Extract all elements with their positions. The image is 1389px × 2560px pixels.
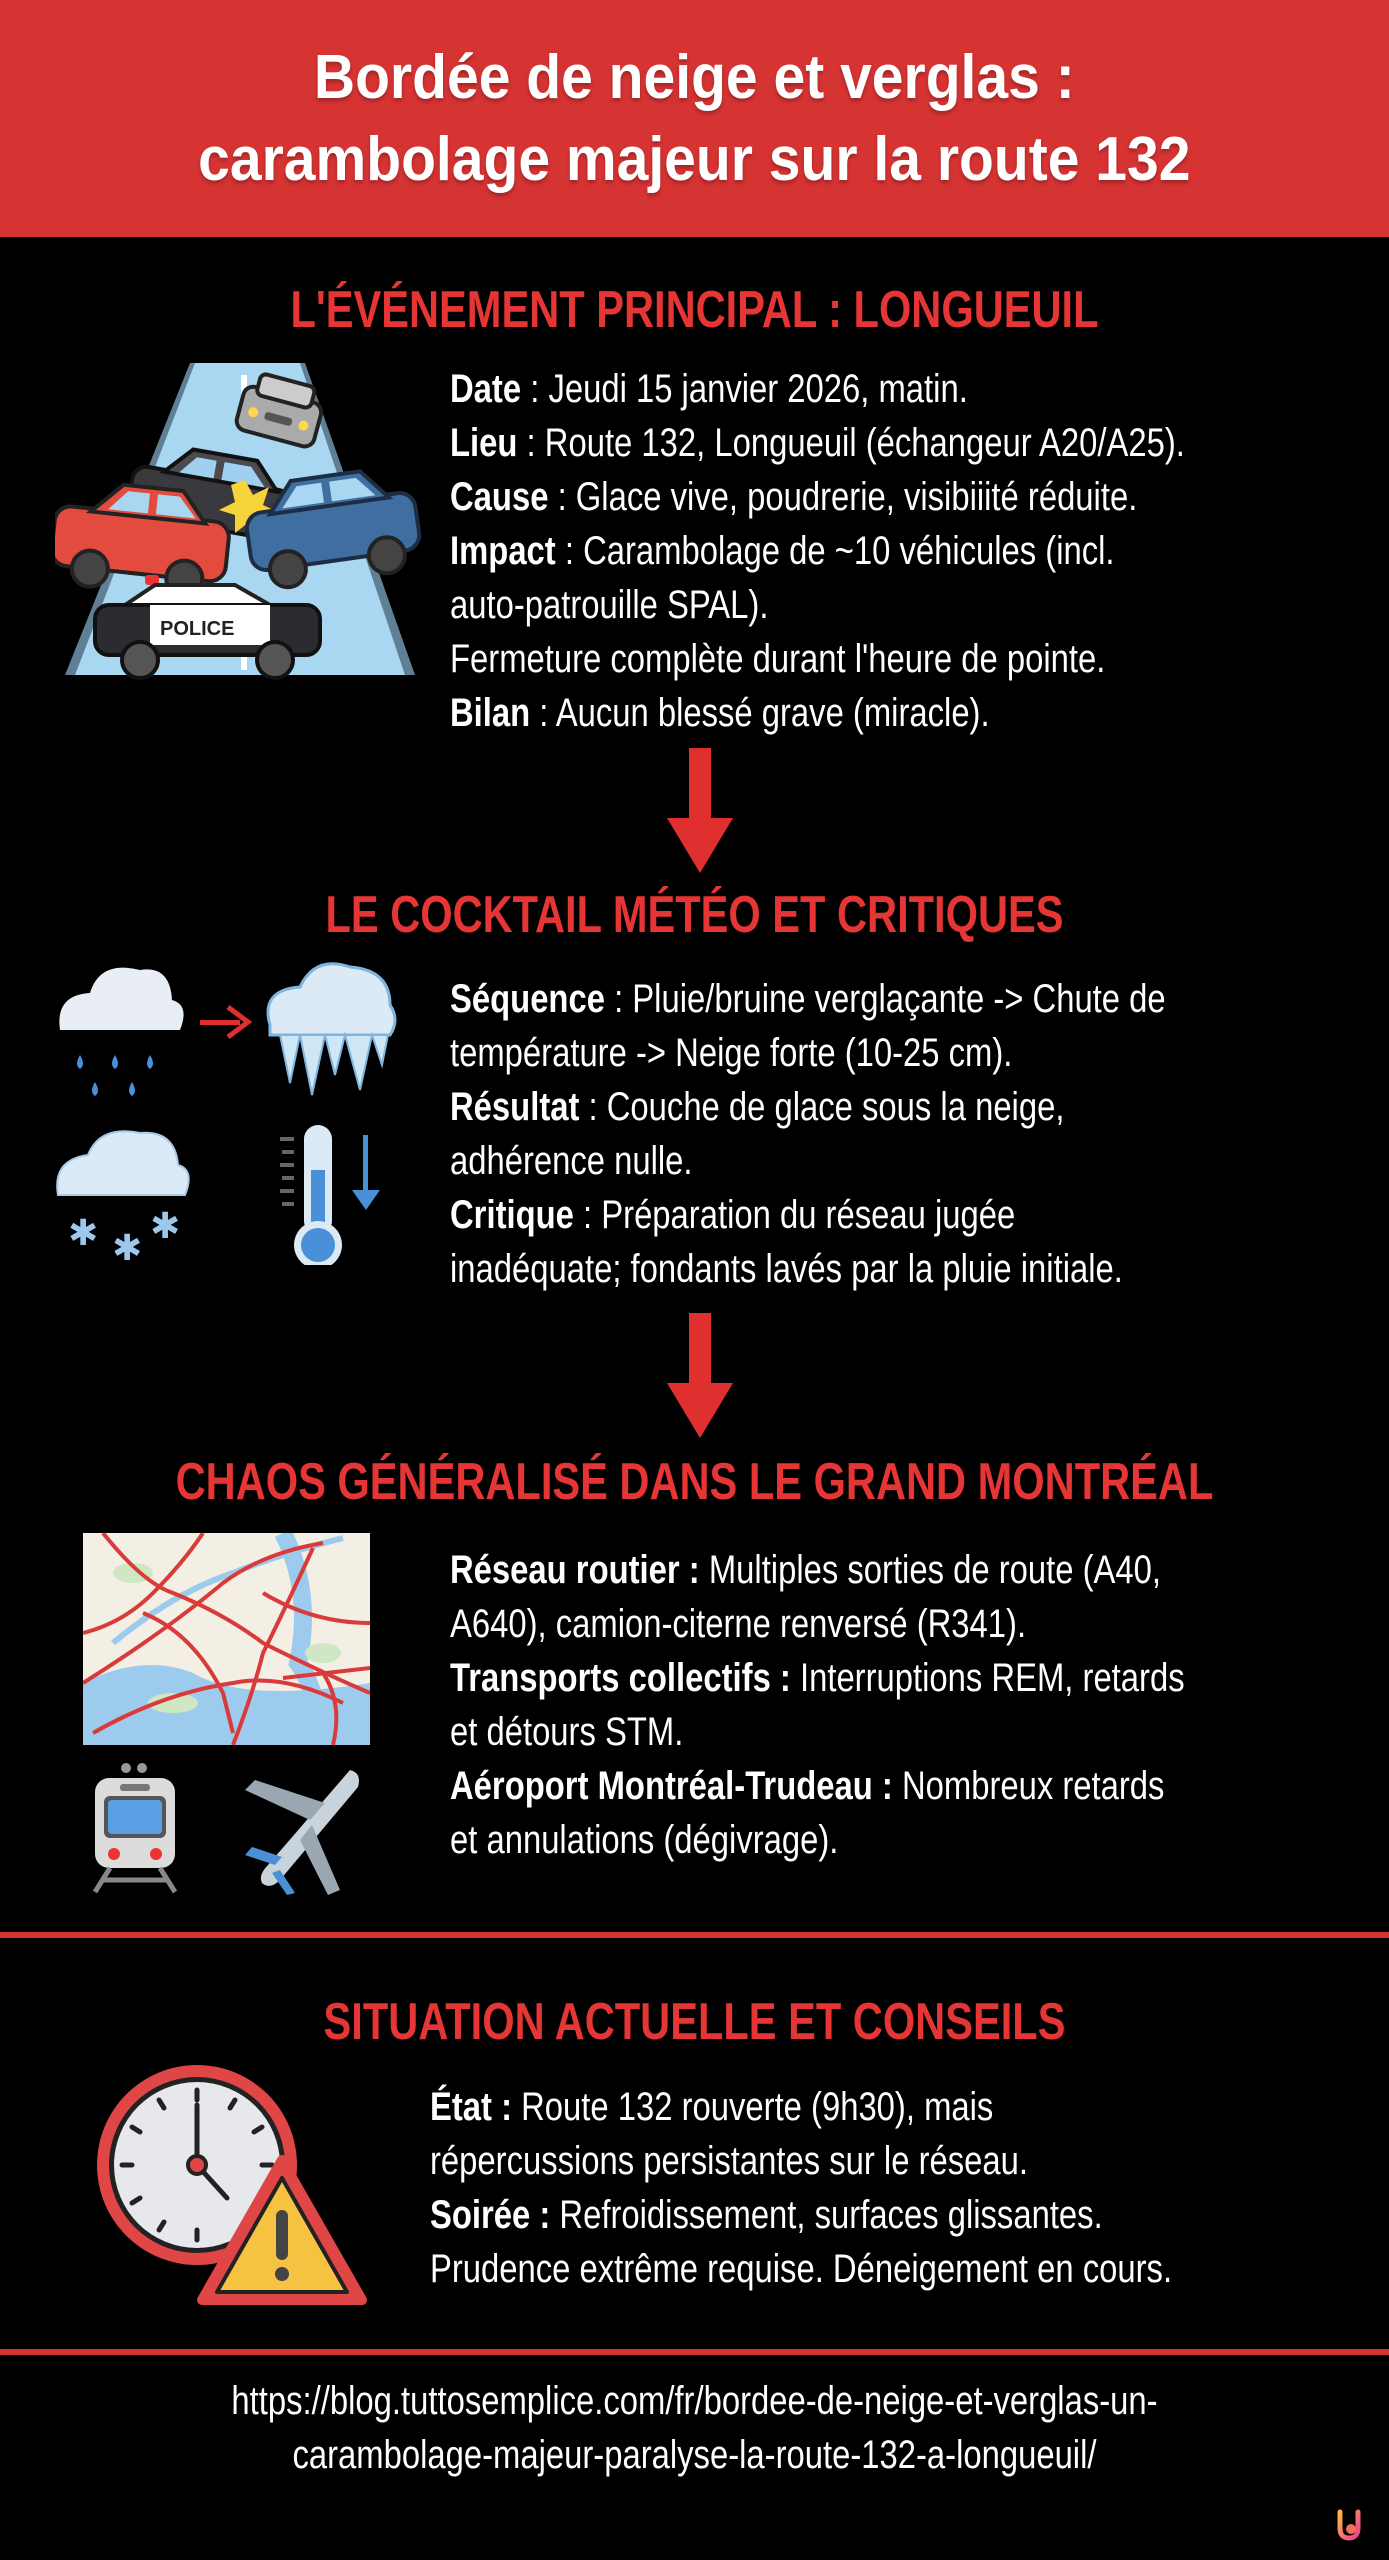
detail-line: Prudence extrême requise. Déneigement en cours. xyxy=(430,2247,1173,2291)
detail-line: Résultat : Couche de glace sous la neige, xyxy=(450,1085,1065,1129)
detail-line: Séquence : Pluie/bruine verglaçante -> Chute de xyxy=(450,977,1166,1021)
url-line-2[interactable]: carambolage-majeur-paralyse-la-route-132-a-longueuil/ xyxy=(292,2433,1097,2477)
source-url[interactable] xyxy=(125,2374,1264,2482)
detail-line: température -> Neige forte (10-25 cm). xyxy=(450,1031,1013,1075)
brand-logo-icon xyxy=(1336,2508,1362,2542)
section-title-situation: SITUATION ACTUELLE ET CONSEILS xyxy=(323,1993,1066,2051)
detail-line: Fermeture complète durant l'heure de pointe. xyxy=(450,637,1106,681)
weather-icons xyxy=(50,955,410,1265)
detail-line: Soirée : Refroidissement, surfaces glissantes. xyxy=(430,2193,1103,2237)
detail-line: inadéquate; fondants lavés par la pluie initiale. xyxy=(450,1247,1123,1291)
detail-line: État : Route 132 rouverte (9h30), mais xyxy=(430,2085,994,2129)
detail-line: A640), camion-citerne renversé (R341). xyxy=(450,1602,1027,1646)
ice-cloud-icon xyxy=(268,964,395,1095)
header-banner xyxy=(0,0,1389,237)
svg-text:✱: ✱ xyxy=(150,1206,181,1247)
detail-line: Cause : Glace vive, poudrerie, visibiiité réduite. xyxy=(450,475,1138,519)
detail-line: et détours STM. xyxy=(450,1710,684,1754)
chaos-details xyxy=(450,1543,1185,1867)
thermometer-down-icon xyxy=(280,1125,380,1265)
event-details xyxy=(450,362,1185,740)
detail-line: auto-patrouille SPAL). xyxy=(450,583,769,627)
detail-line: adhérence nulle. xyxy=(450,1139,693,1183)
car-pileup-icon xyxy=(55,355,430,680)
svg-text:✱: ✱ xyxy=(68,1213,99,1254)
police-label: POLICE xyxy=(160,618,235,640)
footer-divider xyxy=(0,2349,1389,2355)
train-icon xyxy=(90,1760,185,1895)
page-title xyxy=(198,37,1190,201)
detail-line: Transports collectifs : Interruptions REM, retards xyxy=(450,1656,1185,1700)
detail-line: Lieu : Route 132, Longueuil (échangeur A20/A25). xyxy=(450,421,1185,465)
clock-warning-icon xyxy=(92,2060,367,2305)
situation-details xyxy=(430,2080,1172,2296)
detail-line: Critique : Préparation du réseau jugée xyxy=(450,1193,1016,1237)
detail-line: Bilan : Aucun blessé grave (miracle). xyxy=(450,691,990,735)
section-title-chaos: CHAOS GÉNÉRALISÉ DANS LE GRAND MONTRÉAL xyxy=(175,1453,1214,1511)
detail-line: Date : Jeudi 15 janvier 2026, matin. xyxy=(450,367,968,411)
traffic-map-icon xyxy=(83,1533,370,1745)
detail-line: et annulations (dégivrage). xyxy=(450,1818,839,1862)
rain-cloud-icon xyxy=(59,968,183,1096)
section-divider xyxy=(0,1932,1389,1938)
arrow-down-icon xyxy=(667,1313,733,1438)
section-title-weather: LE COCKTAIL MÉTÉO ET CRITIQUES xyxy=(325,886,1064,944)
detail-line: répercussions persistantes sur le réseau. xyxy=(430,2139,1028,2183)
url-line-1[interactable]: https://blog.tuttosemplice.com/fr/bordee-de-neige-et-verglas-un- xyxy=(231,2379,1158,2423)
section-title-event: L'ÉVÉNEMENT PRINCIPAL : LONGUEUIL xyxy=(290,281,1099,339)
weather-details xyxy=(450,972,1166,1296)
svg-text:✱: ✱ xyxy=(112,1228,143,1265)
arrow-down-icon xyxy=(667,748,733,873)
detail-line: Réseau routier : Multiples sorties de route (A40, xyxy=(450,1548,1161,1592)
detail-line: Aéroport Montréal-Trudeau : Nombreux retards xyxy=(450,1764,1165,1808)
airplane-icon xyxy=(240,1765,365,1895)
snow-cloud-icon xyxy=(57,1131,189,1265)
detail-line: Impact : Carambolage de ~10 véhicules (incl. xyxy=(450,529,1115,573)
title-line-2: carambolage majeur sur la route 132 xyxy=(198,124,1191,194)
title-line-1: Bordée de neige et verglas : xyxy=(314,42,1075,112)
arrow-right-icon xyxy=(200,1007,248,1037)
